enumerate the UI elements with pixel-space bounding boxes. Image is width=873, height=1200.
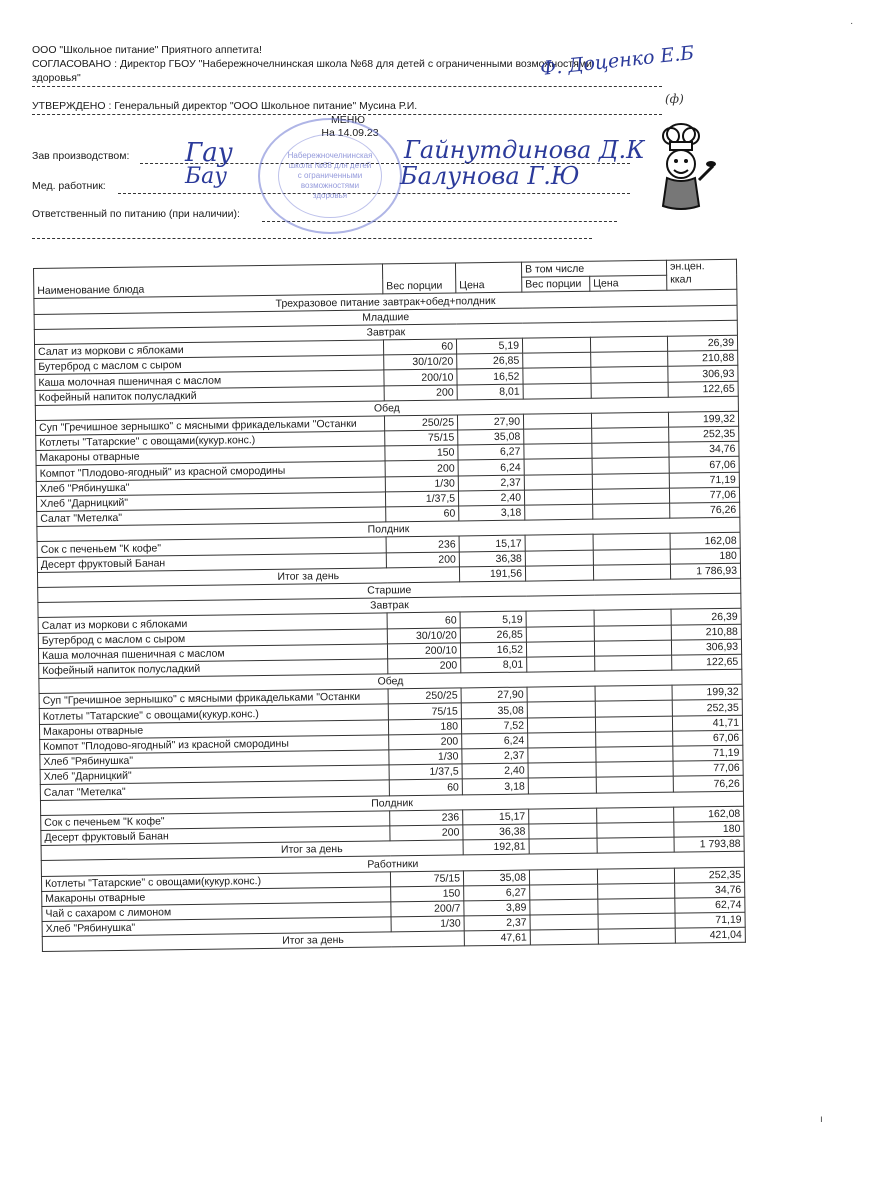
dish-price: 35,08 xyxy=(461,703,527,719)
dish-sub-price xyxy=(591,367,668,383)
stamp-text-2: школа №68 для детей xyxy=(288,161,372,170)
dish-name: Сок с печеньем "К кофе" xyxy=(41,811,390,831)
total-price: 192,81 xyxy=(463,839,529,855)
dish-kcal: 252,35 xyxy=(674,867,744,883)
dish-sub-price xyxy=(591,382,668,398)
section-title: Полдник xyxy=(37,517,740,541)
dish-sub-price xyxy=(594,640,671,656)
header-energy-label: эн.цен. xyxy=(669,260,705,273)
header-sub-price: Цена xyxy=(590,275,667,291)
dish-kcal: 210,88 xyxy=(668,350,738,366)
dish-name: Салат из моркови с яблоками xyxy=(38,613,387,633)
dish-kcal: 26,39 xyxy=(671,609,741,625)
dish-sub-price xyxy=(593,534,670,550)
dish-price: 7,52 xyxy=(461,718,527,734)
dish-name: Салат "Метелка" xyxy=(40,780,389,800)
total-label: Итог за день xyxy=(41,840,463,861)
corner-dot-bottom: ı xyxy=(820,1114,823,1125)
dish-sub-portion xyxy=(529,869,597,885)
dish-sub-portion xyxy=(530,884,598,900)
dish-kcal: 71,19 xyxy=(675,912,745,928)
dish-kcal: 162,08 xyxy=(670,533,740,549)
dish-name: Каша молочная пшеничная с маслом xyxy=(35,370,384,390)
dish-kcal: 122,65 xyxy=(668,381,738,397)
header-portion: Вес порции xyxy=(382,263,455,294)
dish-name: Хлеб "Дарницкий" xyxy=(36,492,385,512)
dish-kcal: 252,35 xyxy=(669,426,739,442)
dish-portion: 75/15 xyxy=(385,430,458,446)
dish-price: 16,52 xyxy=(460,642,526,658)
dish-kcal: 41,71 xyxy=(672,715,742,731)
dish-sub-price xyxy=(592,442,669,458)
short-signature-1: Гау xyxy=(185,138,233,168)
dish-portion: 60 xyxy=(387,612,460,628)
dish-kcal: 67,06 xyxy=(673,730,743,746)
dish-kcal: 71,19 xyxy=(673,745,743,761)
dish-portion: 200/10 xyxy=(387,643,460,659)
dish-kcal: 180 xyxy=(674,821,744,837)
dish-sub-portion xyxy=(525,504,593,520)
dish-name: Десерт фруктовый Банан xyxy=(41,826,390,846)
dish-kcal: 199,32 xyxy=(668,411,738,427)
total-label: Итог за день xyxy=(37,567,459,588)
section-title: Обед xyxy=(35,396,738,420)
dish-sub-portion xyxy=(527,656,595,672)
dish-kcal: 26,39 xyxy=(667,335,737,351)
dish-name: Кофейный напиток полусладкий xyxy=(39,659,388,679)
dish-name: Макароны отварные xyxy=(42,887,391,907)
stamp-text-3: с ограниченными xyxy=(297,171,363,180)
dish-sub-portion xyxy=(526,641,594,657)
dish-portion: 200 xyxy=(384,384,457,400)
dish-portion: 236 xyxy=(386,536,459,552)
total-price: 191,56 xyxy=(459,566,525,582)
dish-sub-price xyxy=(596,731,673,747)
dish-price: 6,24 xyxy=(458,460,524,476)
dish-name: Котлеты "Татарские" с овощами(кукур.конс.) xyxy=(36,431,385,451)
dish-sub-portion xyxy=(524,474,592,490)
dish-sub-portion xyxy=(528,732,596,748)
dish-portion: 200 xyxy=(390,825,463,841)
dish-price: 36,38 xyxy=(459,551,525,567)
dish-portion: 150 xyxy=(391,886,464,902)
dish-sub-portion xyxy=(529,823,597,839)
dish-kcal: 180 xyxy=(670,548,740,564)
dish-sub-portion xyxy=(523,352,591,368)
director-signature: Ф. Доценко Е.Б xyxy=(539,41,696,81)
dish-portion: 250/25 xyxy=(388,688,461,704)
dish-sub-price xyxy=(594,609,671,625)
dish-sub-portion xyxy=(529,808,597,824)
dish-portion: 236 xyxy=(390,810,463,826)
approval-mark: (ф) xyxy=(665,92,684,106)
dish-portion: 1/30 xyxy=(389,749,462,765)
dish-sub-price xyxy=(592,473,669,489)
dish-sub-price xyxy=(595,701,672,717)
dish-name: Хлеб "Рябинушка" xyxy=(42,917,391,937)
dish-sub-portion xyxy=(527,686,595,702)
dish-kcal: 71,19 xyxy=(669,472,739,488)
total-empty-1 xyxy=(525,565,593,581)
total-empty-2 xyxy=(597,837,674,853)
dish-sub-portion xyxy=(527,717,595,733)
dish-price: 2,37 xyxy=(464,915,530,931)
dish-portion: 200/7 xyxy=(391,901,464,917)
dish-price: 6,27 xyxy=(464,885,530,901)
dish-portion: 1/30 xyxy=(385,476,458,492)
total-price: 47,61 xyxy=(464,930,530,946)
dish-name: Суп "Гречишное зернышко" с мясными фрикадельками "Останки xyxy=(35,416,384,436)
dish-portion: 200 xyxy=(388,658,461,674)
dish-portion: 1/37,5 xyxy=(389,764,462,780)
dish-name: Макароны отварные xyxy=(39,720,388,740)
dish-price: 8,01 xyxy=(461,657,527,673)
dish-portion: 200/10 xyxy=(384,369,457,385)
dish-price: 16,52 xyxy=(457,368,523,384)
dish-kcal: 252,35 xyxy=(672,700,742,716)
dish-price: 35,08 xyxy=(463,870,529,886)
agreed-dash xyxy=(32,86,662,87)
section-title: Полдник xyxy=(40,791,743,815)
dish-sub-portion xyxy=(527,702,595,718)
dish-sub-price xyxy=(598,883,675,899)
dish-price: 3,18 xyxy=(459,505,525,521)
header-energy xyxy=(666,259,736,290)
dish-sub-portion xyxy=(525,550,593,566)
dish-sub-price xyxy=(593,549,670,565)
agreed-line: СОГЛАСОВАНО : Директор ГБОУ "Набережночелнинская школа №68 для детей с ограниченными возможностями xyxy=(32,58,592,70)
dish-sub-portion xyxy=(526,610,594,626)
dish-kcal: 199,32 xyxy=(672,685,742,701)
total-empty-2 xyxy=(593,564,670,580)
total-empty-2 xyxy=(598,928,675,944)
dish-price: 2,37 xyxy=(458,475,524,491)
dish-portion: 60 xyxy=(386,506,459,522)
dish-price: 26,85 xyxy=(457,353,523,369)
agreed-line-cont: здоровья" xyxy=(32,72,81,84)
dish-sub-price xyxy=(591,412,668,428)
dish-sub-price xyxy=(592,458,669,474)
dish-sub-price xyxy=(597,868,674,884)
dish-price: 2,40 xyxy=(458,490,524,506)
approved-line: УТВЕРЖДЕНО : Генеральный директор "ООО Школьное питание" Мусина Р.И. xyxy=(32,100,418,112)
dish-name: Чай с сахаром с лимоном xyxy=(42,902,391,922)
section-title: Завтрак xyxy=(34,320,737,344)
dish-price: 6,27 xyxy=(458,444,524,460)
dish-sub-portion xyxy=(523,413,591,429)
dish-price: 35,08 xyxy=(458,429,524,445)
dish-sub-price xyxy=(594,625,671,641)
dish-sub-price xyxy=(592,488,669,504)
dish-name: Хлеб "Рябинушка" xyxy=(36,477,385,497)
dish-kcal: 306,93 xyxy=(668,366,738,382)
section-title: Завтрак xyxy=(38,593,741,617)
dish-price: 5,19 xyxy=(460,611,526,627)
dish-sub-portion xyxy=(530,914,598,930)
dish-sub-price xyxy=(595,685,672,701)
medic-signature: Балунова Г.Ю xyxy=(400,162,580,190)
dish-sub-portion xyxy=(524,459,592,475)
dish-sub-price xyxy=(596,761,673,777)
production-signature: Гайнутдинова Д.К xyxy=(404,136,645,164)
dish-name: Бутерброд с маслом с сыром xyxy=(35,355,384,375)
dish-price: 15,17 xyxy=(463,809,529,825)
total-kcal: 1 793,88 xyxy=(674,836,744,852)
responsible-label: Ответственный по питанию (при наличии): xyxy=(32,208,240,220)
header-sub-portion: Вес порции xyxy=(522,276,590,292)
dish-kcal: 76,26 xyxy=(673,776,743,792)
dish-portion: 75/15 xyxy=(388,703,461,719)
dish-price: 3,18 xyxy=(462,778,528,794)
dish-sub-price xyxy=(595,655,672,671)
dish-sub-price xyxy=(598,898,675,914)
dish-name: Компот "Плодово-ягодный" из красной смородины xyxy=(40,735,389,755)
dish-sub-price xyxy=(592,427,669,443)
dish-sub-portion xyxy=(522,337,590,353)
dish-name: Каша молочная пшеничная с маслом xyxy=(38,644,387,664)
dish-name: Сок с печеньем "К кофе" xyxy=(37,537,386,557)
dish-sub-price xyxy=(590,336,667,352)
stamp-text-4: возможностями xyxy=(300,181,360,190)
total-kcal: 421,04 xyxy=(675,927,745,943)
extra-dash xyxy=(32,238,592,239)
dish-price: 36,38 xyxy=(463,824,529,840)
dish-kcal: 62,74 xyxy=(675,897,745,913)
dish-name: Салат "Метелка" xyxy=(37,507,386,527)
dish-sub-portion xyxy=(523,383,591,399)
dish-portion: 200 xyxy=(385,460,458,476)
dish-kcal: 306,93 xyxy=(671,639,741,655)
dish-sub-portion xyxy=(528,747,596,763)
menu-date: На 14.09.23 xyxy=(321,127,379,139)
dish-portion: 30/10/20 xyxy=(387,627,460,643)
header-name: Наименование блюда xyxy=(34,264,383,299)
dish-portion: 1/30 xyxy=(391,916,464,932)
company-line: ООО "Школьное питание" Приятного аппетита! xyxy=(32,44,262,56)
header-price: Цена xyxy=(455,262,521,293)
dish-price: 27,90 xyxy=(457,414,523,430)
dish-kcal: 34,76 xyxy=(675,882,745,898)
section-title: Работники xyxy=(41,852,744,876)
total-empty-1 xyxy=(530,929,598,945)
production-head-label: Зав производством: xyxy=(32,150,130,162)
dish-portion: 75/15 xyxy=(390,870,463,886)
dish-kcal: 162,08 xyxy=(674,806,744,822)
dish-sub-price xyxy=(596,746,673,762)
dish-portion: 1/37,5 xyxy=(385,491,458,507)
dish-name: Десерт фруктовый Банан xyxy=(37,552,386,572)
dish-name: Компот "Плодово-ягодный" из красной смородины xyxy=(36,461,385,481)
dish-sub-portion xyxy=(523,368,591,384)
dish-kcal: 77,06 xyxy=(673,760,743,776)
plan-title: Трехразовое питание завтрак+обед+полдник xyxy=(34,290,737,314)
dish-sub-portion xyxy=(524,428,592,444)
dish-sub-portion xyxy=(528,778,596,794)
dish-name: Кофейный напиток полусладкий xyxy=(35,385,384,405)
dish-sub-price xyxy=(597,822,674,838)
dish-kcal: 67,06 xyxy=(669,457,739,473)
dish-name: Салат из моркови с яблоками xyxy=(35,340,384,360)
dish-name: Суп "Гречишное зернышко" с мясными фрикадельками "Останки xyxy=(39,689,388,709)
menu-table xyxy=(33,259,746,953)
section-title: Младшие xyxy=(34,305,737,329)
dish-price: 3,89 xyxy=(464,900,530,916)
dish-sub-price xyxy=(595,716,672,732)
dish-name: Котлеты "Татарские" с овощами(кукур.конс.) xyxy=(41,871,390,891)
section-title: Обед xyxy=(39,669,742,693)
short-signature-2: Бау xyxy=(185,164,228,189)
dish-sub-portion xyxy=(528,762,596,778)
header-including: В том числе xyxy=(521,260,666,277)
total-label: Итог за день xyxy=(42,931,464,952)
dish-portion: 150 xyxy=(385,445,458,461)
total-kcal: 1 786,93 xyxy=(670,563,740,579)
dish-sub-portion xyxy=(525,535,593,551)
medic-label: Мед. работник: xyxy=(32,180,106,192)
dish-sub-portion xyxy=(526,626,594,642)
dish-price: 27,90 xyxy=(461,687,527,703)
dish-name: Бутерброд с маслом с сыром xyxy=(38,628,387,648)
corner-dot-top: · xyxy=(850,18,854,29)
stamp-text-1: Набережночелнинская xyxy=(287,151,373,160)
dish-portion: 200 xyxy=(386,552,459,568)
dish-sub-price xyxy=(596,777,673,793)
dish-name: Макароны отварные xyxy=(36,446,385,466)
dish-kcal: 76,26 xyxy=(670,502,740,518)
dish-sub-price xyxy=(593,503,670,519)
dish-price: 15,17 xyxy=(459,535,525,551)
dish-price: 2,37 xyxy=(462,748,528,764)
menu-title: МЕНЮ xyxy=(331,114,365,126)
dish-kcal: 77,06 xyxy=(669,487,739,503)
dish-sub-portion xyxy=(524,489,592,505)
school-stamp xyxy=(258,118,402,234)
dish-price: 5,19 xyxy=(456,338,522,354)
dish-sub-price xyxy=(597,807,674,823)
dish-portion: 60 xyxy=(389,779,462,795)
section-title: Старшие xyxy=(38,578,741,602)
dish-kcal: 210,88 xyxy=(671,624,741,640)
dish-name: Котлеты "Татарские" с овощами(кукур.конс.) xyxy=(39,704,388,724)
dish-portion: 180 xyxy=(388,719,461,735)
dish-name: Хлеб "Рябинушка" xyxy=(40,750,389,770)
dish-sub-portion xyxy=(524,443,592,459)
header-energy-unit: ккал xyxy=(670,273,692,286)
dish-sub-portion xyxy=(530,899,598,915)
dish-price: 8,01 xyxy=(457,384,523,400)
stamp-text-5: здоровья xyxy=(312,191,348,200)
dish-kcal: 122,65 xyxy=(672,654,742,670)
dish-name: Хлеб "Дарницкий" xyxy=(40,765,389,785)
dish-price: 6,24 xyxy=(462,733,528,749)
chef-icon xyxy=(645,120,717,212)
dish-price: 2,40 xyxy=(462,763,528,779)
dish-sub-price xyxy=(591,351,668,367)
total-empty-1 xyxy=(529,838,597,854)
dish-price: 26,85 xyxy=(460,627,526,643)
dish-sub-price xyxy=(598,913,675,929)
dish-kcal: 34,76 xyxy=(669,442,739,458)
dish-portion: 250/25 xyxy=(384,415,457,431)
dish-portion: 200 xyxy=(389,734,462,750)
dish-portion: 30/10/20 xyxy=(384,354,457,370)
dish-portion: 60 xyxy=(383,339,456,355)
